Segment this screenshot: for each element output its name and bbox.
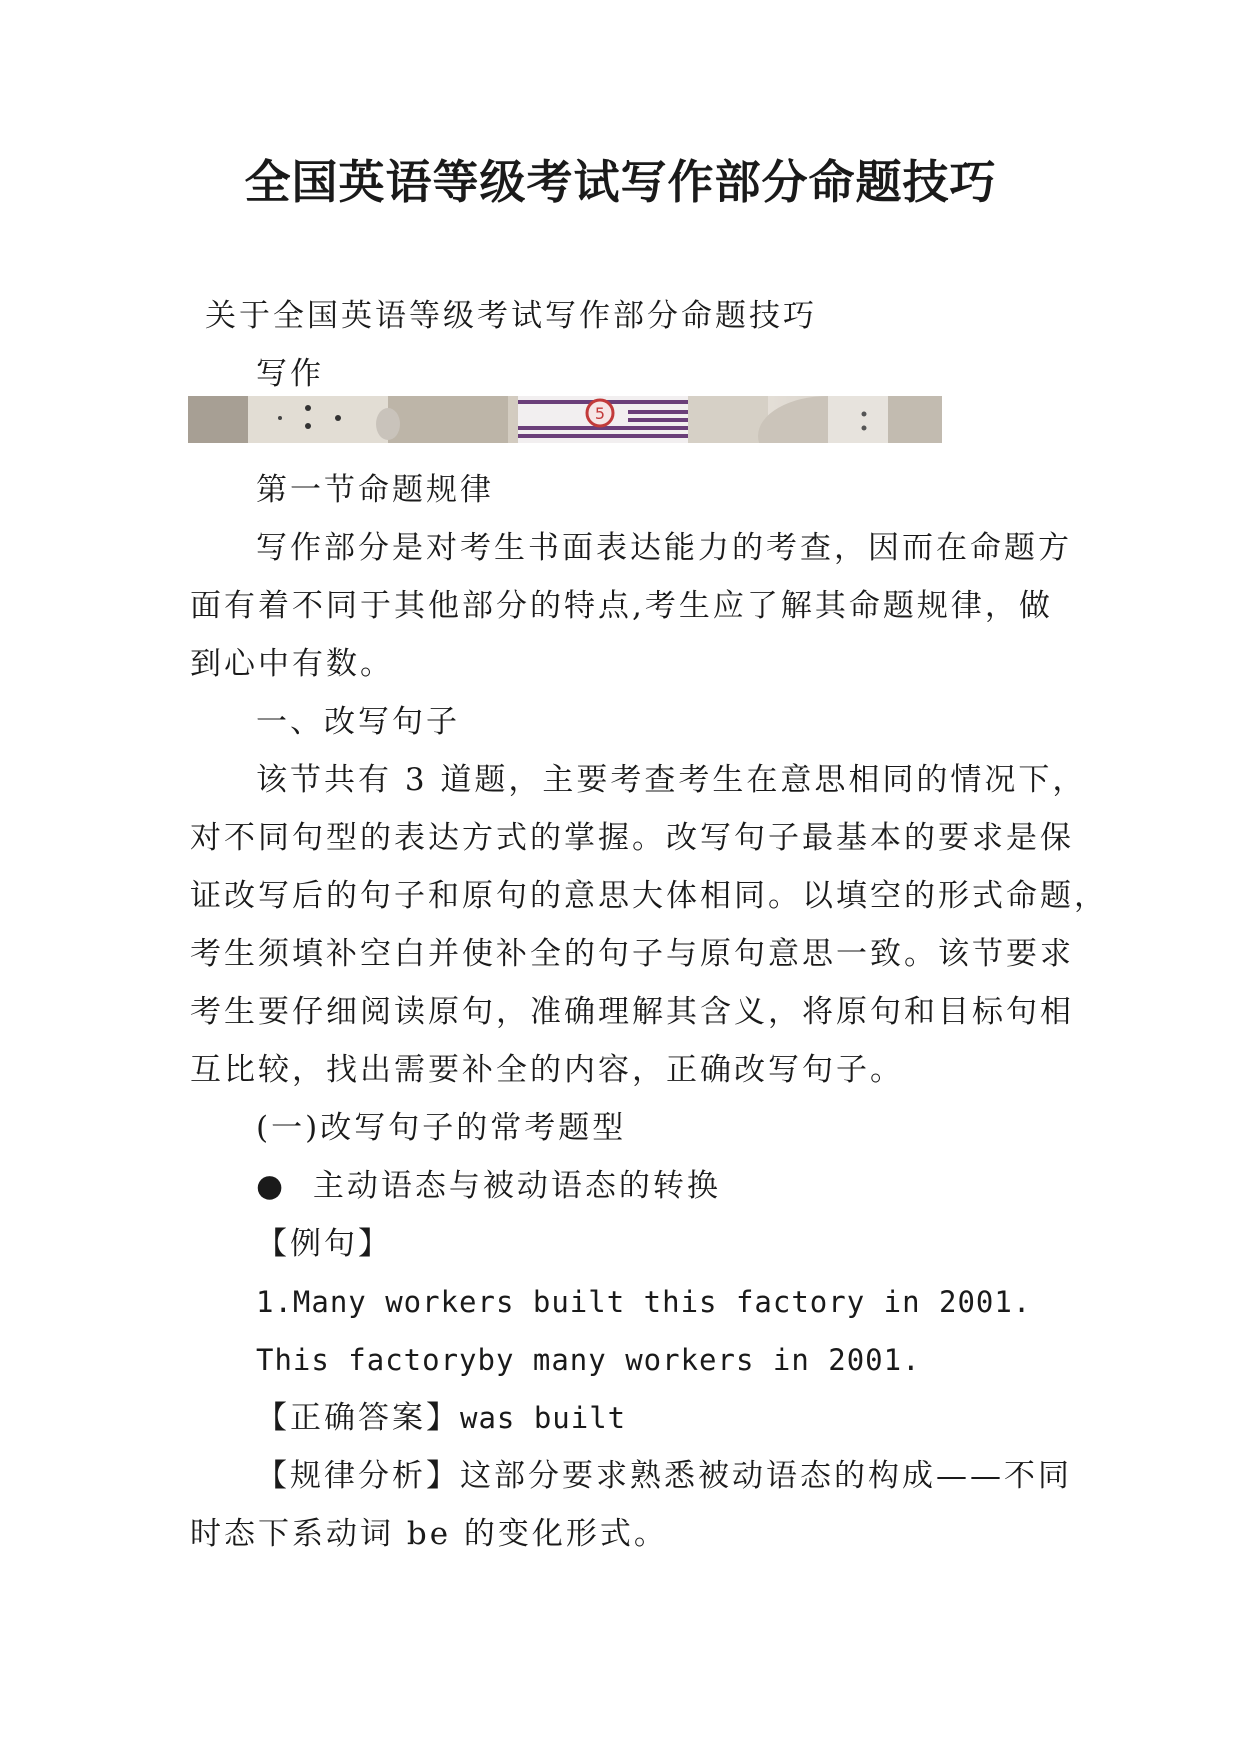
banner-photo-graphic <box>188 396 942 443</box>
section-heading: 第一节命题规律 <box>256 472 494 508</box>
photo-badge: 5 <box>594 404 606 423</box>
subheading-2: (一)改写句子的常考题型 <box>256 1110 627 1146</box>
para2-line3: 证改写后的句子和原句的意思大体相同。以填空的形式命题， <box>190 878 1108 914</box>
example-label: 【例句】 <box>256 1226 392 1262</box>
answer-text: was built <box>460 1401 627 1435</box>
answer-line <box>256 1398 626 1438</box>
bullet-icon: ● <box>256 1168 287 1204</box>
subheading-1: 一、改写句子 <box>256 704 460 740</box>
bullet-text: 主动语态与被动语态的转换 <box>312 1168 721 1204</box>
example-sentence-1: 1.Many workers built this factory in 2001. <box>256 1285 1032 1319</box>
para2-line5: 考生要仔细阅读原句，准确理解其含义，将原句和目标句相 <box>190 994 1074 1030</box>
analysis-line2: 时态下系动词 be 的变化形式。 <box>190 1516 668 1552</box>
para2-line6: 互比较，找出需要补全的内容，正确改写句子。 <box>190 1052 904 1088</box>
banner-photo <box>188 396 942 443</box>
para1-line3: 到心中有数。 <box>190 646 394 682</box>
para1-line2: 面有着不同于其他部分的特点,考生应了解其命题规律，做 <box>190 588 1053 624</box>
bullet-item <box>256 1166 721 1206</box>
section-label: 写作 <box>256 356 324 392</box>
page-title: 全国英语等级考试写作部分命题技巧 <box>244 155 997 209</box>
para2-line1: 该节共有 3 道题，主要考查考生在意思相同的情况下， <box>256 762 1087 798</box>
example-sentence-2: This factoryby many workers in 2001. <box>256 1343 921 1377</box>
analysis-line1: 【规律分析】这部分要求熟悉被动语态的构成——不同 <box>256 1458 1072 1494</box>
para2-line2: 对不同句型的表达方式的掌握。改写句子最基本的要求是保 <box>190 820 1074 856</box>
intro-line: 关于全国英语等级考试写作部分命题技巧 <box>205 298 817 334</box>
answer-label: 【正确答案】 <box>256 1400 460 1436</box>
para1-line1: 写作部分是对考生书面表达能力的考查，因而在命题方 <box>256 530 1072 566</box>
para2-line4: 考生须填补空白并使补全的句子与原句意思一致。该节要求 <box>190 936 1074 972</box>
